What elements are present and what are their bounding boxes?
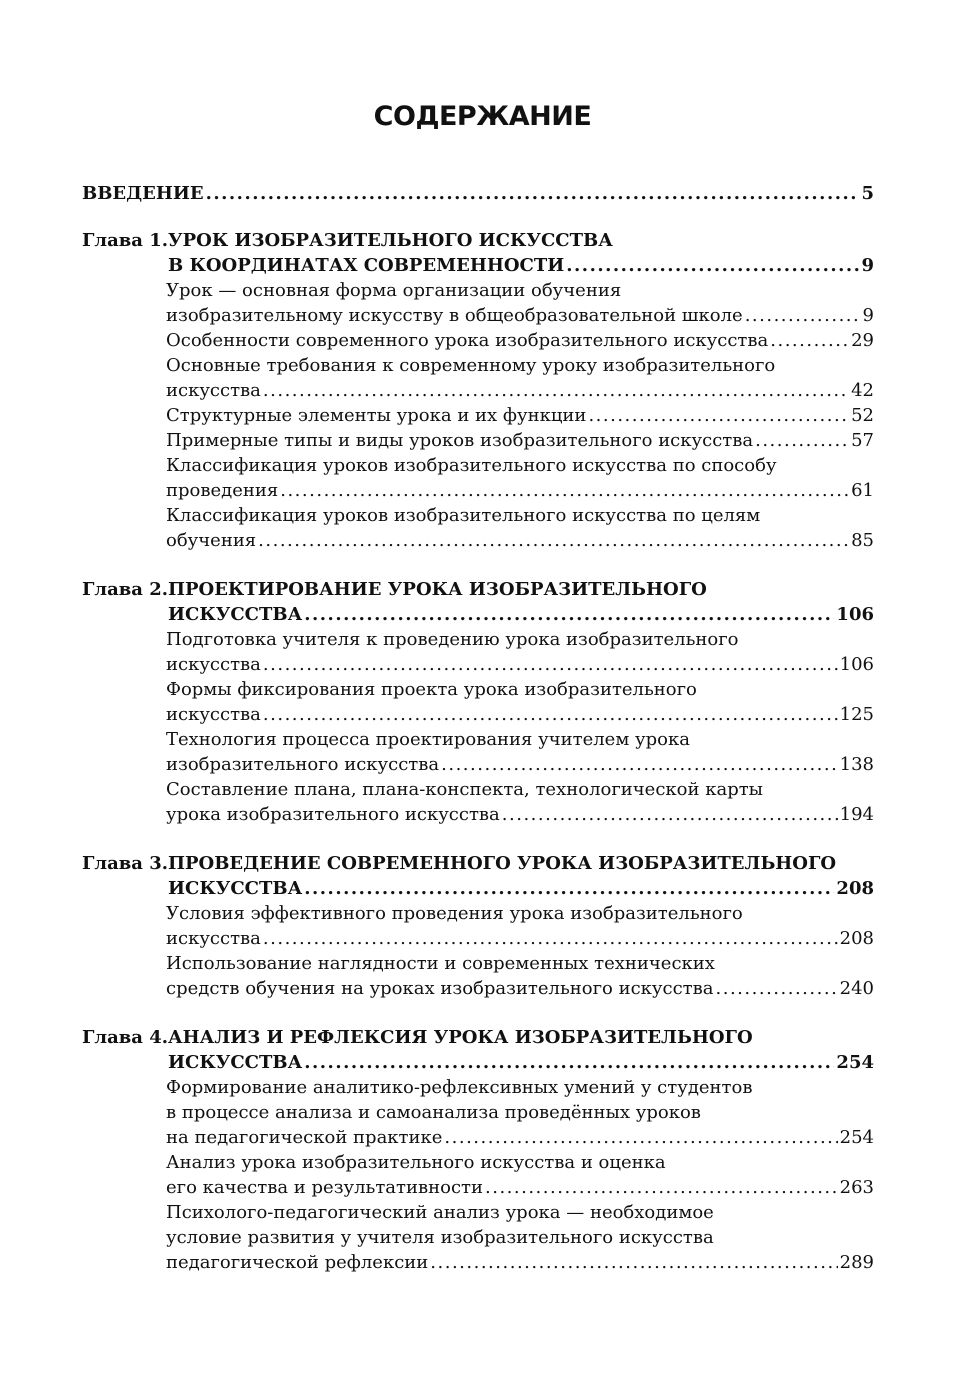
page-title: СОДЕРЖАНИЕ [373,101,592,132]
dot-leader [566,253,859,278]
chapter-title-line: УРОК ИЗОБРАЗИТЕЛЬНОГО ИСКУССТВА [168,230,613,251]
section-line: проведения [166,480,279,501]
dot-leader [263,378,849,403]
chapter-label: Глава 2. [82,579,169,600]
dot-leader [304,876,834,901]
section-line: искусства [166,704,261,725]
chapter-3-heading-end[interactable] [82,876,874,901]
toc-section[interactable] [82,503,874,553]
dot-leader [263,652,838,677]
section-line: условие развития у учителя изобразительного искусства [166,1227,714,1248]
chapter-title-line: ИСКУССТВА [168,1052,303,1073]
chapter-1-heading-end[interactable] [82,253,874,278]
dot-leader [258,528,849,553]
toc-section[interactable] [82,777,874,827]
section-line: Технология процесса проектирования учителем урока [166,729,690,750]
section-line: Основные требования к современному уроку изобразительного [166,355,776,376]
toc-intro-title: ВВЕДЕНИЕ [82,183,204,204]
chapter-1 [82,228,874,553]
section-line: Использование наглядности и современных технических [166,953,715,974]
section-page: 29 [851,330,874,351]
dot-leader [304,602,834,627]
section-page: 208 [839,928,874,949]
chapter-2-heading[interactable] [82,577,874,602]
section-line: искусства [166,654,261,675]
section-page: 85 [851,530,874,551]
section-line: Формирование аналитико-рефлексивных умений у студентов [166,1077,753,1098]
section-line: Урок — основная форма организации обучения [166,280,622,301]
toc-section[interactable] [82,428,874,453]
section-page: 57 [851,430,874,451]
section-line: Анализ урока изобразительного искусства и оценка [166,1152,666,1173]
chapter-page: 106 [836,604,874,625]
chapter-4-heading[interactable] [82,1025,874,1050]
chapter-page: 9 [861,255,874,276]
chapter-2 [82,577,874,827]
section-line: искусства [166,928,261,949]
dot-leader [588,403,849,428]
chapter-label: Глава 1. [82,230,169,251]
chapter-4 [82,1025,874,1275]
toc-section[interactable] [82,328,874,353]
section-line: Структурные элементы урока и их функции [166,405,587,426]
section-line: его качества и результативности [166,1177,483,1198]
toc-section[interactable] [82,901,874,951]
section-line: Классификация уроков изобразительного искусства по способу [166,455,777,476]
toc-section[interactable] [82,1075,874,1150]
section-page: 263 [839,1177,874,1198]
section-page: 289 [839,1252,874,1273]
section-line: урока изобразительного искусства [166,804,500,825]
chapter-page: 208 [836,878,874,899]
toc-section[interactable] [82,727,874,777]
section-line: Особенности современного урока изобразительного искусства [166,330,769,351]
section-line: на педагогической практике [166,1127,443,1148]
dot-leader [441,752,838,777]
dot-leader [263,926,838,951]
chapter-title-line: ИСКУССТВА [168,878,303,899]
toc-section[interactable] [82,627,874,677]
section-line: изобразительного искусства [166,754,440,775]
dot-leader [304,1050,834,1075]
chapter-label: Глава 3. [82,853,169,874]
dot-leader [502,802,838,827]
toc-section[interactable] [82,353,874,403]
section-line: Классификация уроков изобразительного искусства по целям [166,505,761,526]
chapter-3-heading[interactable] [82,851,874,876]
chapter-title-line: АНАЛИЗ И РЕФЛЕКСИЯ УРОКА ИЗОБРАЗИТЕЛЬНОГО [168,1027,753,1048]
toc-section[interactable] [82,1200,874,1275]
section-line: обучения [166,530,257,551]
section-line: Составление плана, плана-конспекта, технологической карты [166,779,763,800]
chapter-1-heading[interactable] [82,228,874,253]
section-line: изобразительному искусству в общеобразовательной школе [166,305,743,326]
chapter-label: Глава 4. [82,1027,169,1048]
toc-intro-entry[interactable] [82,181,874,206]
chapter-title-line: ИСКУССТВА [168,604,303,625]
dot-leader [770,328,849,353]
dot-leader [444,1125,837,1150]
section-line: искусства [166,380,261,401]
chapter-title-line: В КООРДИНАТАХ СОВРЕМЕННОСТИ [168,255,565,276]
table-of-contents [82,181,874,1275]
section-line: в процессе анализа и самоанализа проведённых уроков [166,1102,701,1123]
section-page: 240 [839,978,874,999]
dot-leader [430,1250,837,1275]
chapter-page: 254 [836,1052,874,1073]
section-line: Условия эффективного проведения урока изобразительного [166,903,743,924]
chapter-4-heading-end[interactable] [82,1050,874,1075]
section-page: 254 [839,1127,874,1148]
chapter-3 [82,851,874,1001]
dot-leader [485,1175,838,1200]
section-line: Примерные типы и виды уроков изобразительного искусства [166,430,754,451]
dot-leader [755,428,849,453]
section-line: средств обучения на уроках изобразительного искусства [166,978,714,999]
section-page: 42 [851,380,874,401]
dot-leader [263,702,838,727]
section-line: Формы фиксирования проекта урока изобразительного [166,679,697,700]
section-page: 194 [839,804,874,825]
section-line: Подготовка учителя к проведению урока изобразительного [166,629,739,650]
chapter-title-line: ПРОЕКТИРОВАНИЕ УРОКА ИЗОБРАЗИТЕЛЬНОГО [168,579,707,600]
section-line: педагогической рефлексии [166,1252,429,1273]
toc-section[interactable] [82,278,874,328]
toc-section[interactable] [82,951,874,1001]
section-page: 125 [839,704,874,725]
dot-leader [280,478,849,503]
dot-leader [206,181,860,206]
dot-leader [716,976,838,1001]
section-page: 9 [862,305,874,326]
chapter-title-line: ПРОВЕДЕНИЕ СОВРЕМЕННОГО УРОКА ИЗОБРАЗИТЕЛЬНОГО [168,853,837,874]
toc-section[interactable] [82,403,874,428]
section-line: Психолого-педагогический анализ урока — необходимое [166,1202,714,1223]
section-page: 52 [851,405,874,426]
toc-section[interactable] [82,677,874,727]
section-page: 138 [839,754,874,775]
toc-section[interactable] [82,453,874,503]
section-page: 106 [839,654,874,675]
toc-section[interactable] [82,1150,874,1200]
section-page: 61 [851,480,874,501]
chapter-2-heading-end[interactable] [82,602,874,627]
toc-intro-page: 5 [861,183,874,204]
dot-leader [745,303,861,328]
